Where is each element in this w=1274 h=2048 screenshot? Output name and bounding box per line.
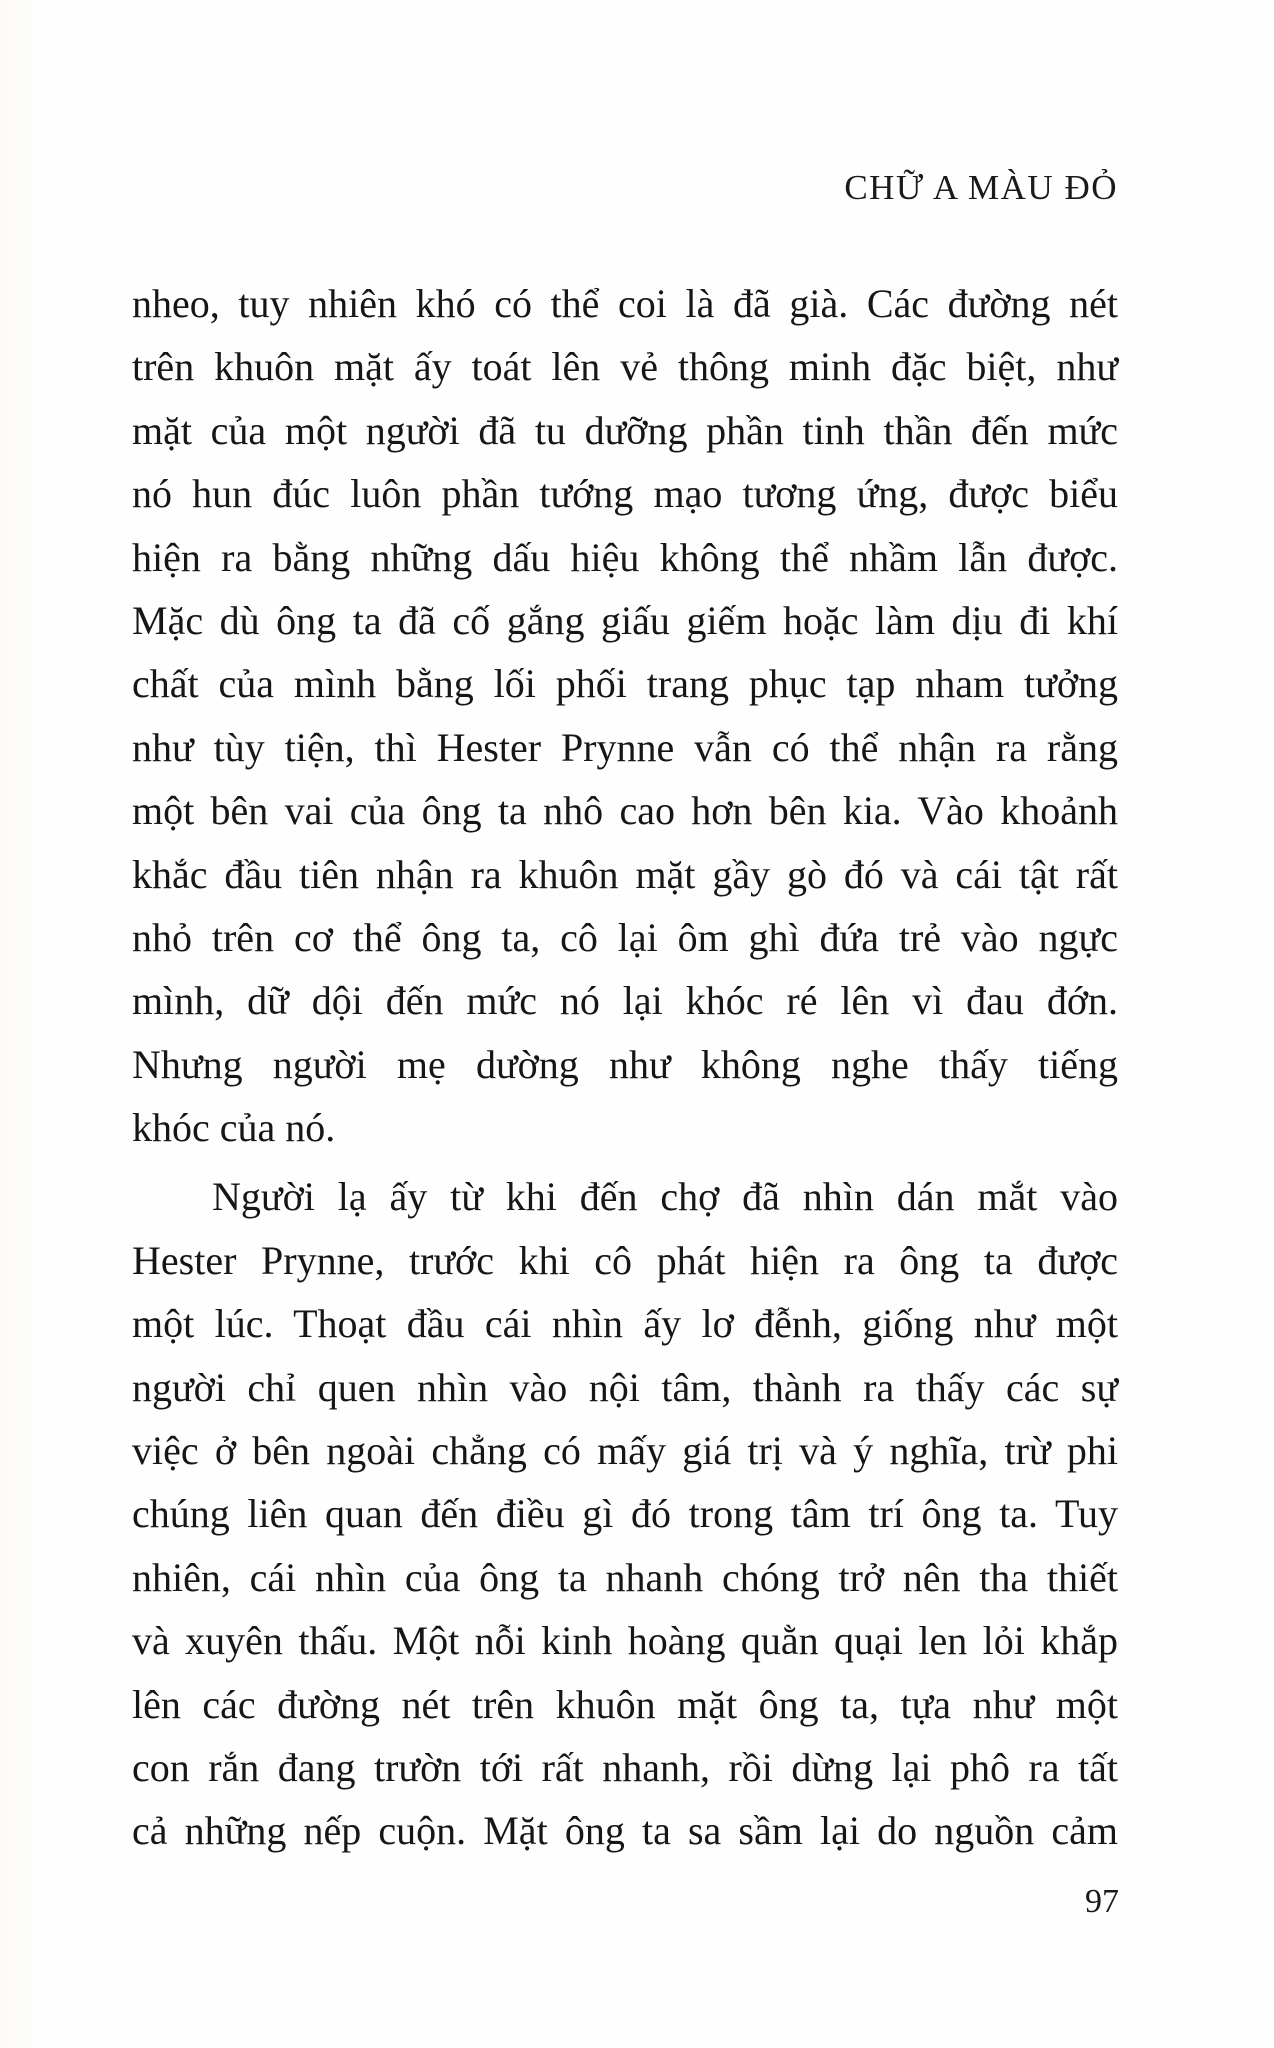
paragraph-1 bbox=[132, 272, 1118, 1159]
text-line: mặt của một người đã tu dưỡng phần tinh thần đến mức bbox=[132, 407, 1118, 453]
text-line: việc ở bên ngoài chẳng có mấy giá trị và ý nghĩa, trừ phi bbox=[132, 1428, 1118, 1474]
text-line: một bên vai của ông ta nhô cao hơn bên kia. Vào khoảnh bbox=[132, 788, 1118, 834]
text-line: hiện ra bằng những dấu hiệu không thể nhầm lẫn được. bbox=[132, 534, 1118, 580]
text-line: người chỉ quen nhìn vào nội tâm, thành ra thấy các sự bbox=[132, 1364, 1118, 1410]
text-line: và xuyên thấu. Một nỗi kinh hoàng quằn quại len lỏi khắp bbox=[132, 1618, 1118, 1664]
text-line: Nhưng người mẹ dường như không nghe thấy tiếng bbox=[132, 1041, 1118, 1087]
text-line: khắc đầu tiên nhận ra khuôn mặt gầy gò đó và cái tật rất bbox=[132, 851, 1118, 897]
text-line: Hester Prynne, trước khi cô phát hiện ra ông ta được bbox=[132, 1237, 1118, 1283]
text-line: con rắn đang trườn tới rất nhanh, rồi dừng lại phô ra tất bbox=[132, 1744, 1118, 1790]
text-line: khóc của nó. bbox=[132, 1105, 336, 1151]
text-line: Mặc dù ông ta đã cố gắng giấu giếm hoặc làm dịu đi khí bbox=[132, 597, 1118, 643]
paragraph-2 bbox=[132, 1165, 1118, 1862]
body-text bbox=[132, 272, 1118, 1863]
text-line: chất của mình bằng lối phối trang phục tạp nham tưởng bbox=[132, 661, 1118, 707]
text-line: nheo, tuy nhiên khó có thể coi là đã già. Các đường nét bbox=[132, 281, 1118, 326]
text-line: như tùy tiện, thì Hester Prynne vẫn có thể nhận ra rằng bbox=[132, 724, 1118, 770]
text-line: lên các đường nét trên khuôn mặt ông ta, tựa như một bbox=[132, 1681, 1118, 1727]
text-line: nhỏ trên cơ thể ông ta, cô lại ôm ghì đứa trẻ vào ngực bbox=[132, 914, 1118, 960]
text-line: chúng liên quan đến điều gì đó trong tâm trí ông ta. Tuy bbox=[132, 1491, 1118, 1537]
running-header-title: CHỮ A MÀU ĐỎ bbox=[844, 168, 1118, 207]
page-number: 97 bbox=[1085, 1883, 1119, 1920]
text-line: một lúc. Thoạt đầu cái nhìn ấy lơ đễnh, giống như một bbox=[132, 1301, 1118, 1347]
text-line: mình, dữ dội đến mức nó lại khóc ré lên vì đau đớn. bbox=[132, 978, 1118, 1024]
text-line: trên khuôn mặt ấy toát lên vẻ thông minh đặc biệt, như bbox=[132, 344, 1118, 390]
text-line: Người lạ ấy từ khi đến chợ đã nhìn dán mắt vào bbox=[212, 1174, 1118, 1220]
text-line: nó hun đúc luôn phần tướng mạo tương ứng, được biểu bbox=[132, 471, 1118, 517]
text-line: nhiên, cái nhìn của ông ta nhanh chóng trở nên tha thiết bbox=[132, 1554, 1118, 1600]
text-line: cả những nếp cuộn. Mặt ông ta sa sầm lại do nguồn cảm bbox=[132, 1808, 1118, 1854]
